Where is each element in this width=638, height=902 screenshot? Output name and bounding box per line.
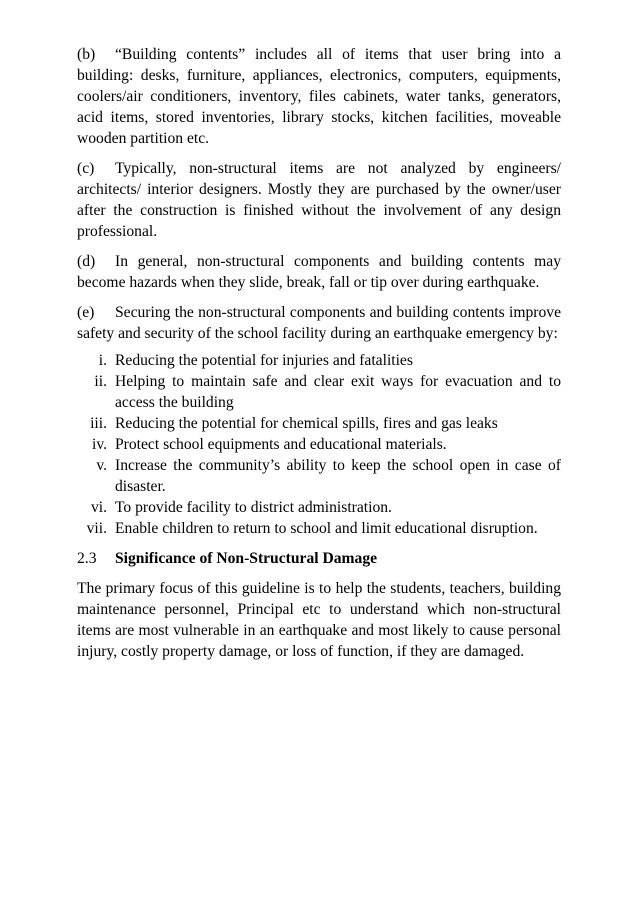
list-item-text: Helping to maintain safe and clear exit ways for evacuation and to access the building — [115, 373, 561, 411]
list-item-number: i. — [98, 352, 107, 369]
list-item-number: iii. — [90, 415, 107, 432]
paragraph-e-text: Securing the non-structural components and building contents improve safety and security of the school facility during an earthquake emergency by: — [77, 304, 561, 342]
paragraph-b-text: “Building contents” includes all of items that user bring into a building: desks, furniture, appliances, electronics, computers, equipments, coolers/air conditioners, inventory, files cabinets, water tanks, generators, acid items, stored inventories, library stocks, kitchen facilities, moveable wooden partition etc. — [77, 46, 561, 147]
list-item-text: Reducing the potential for injuries and fatalities — [115, 352, 413, 369]
section-body: The primary focus of this guideline is to help the students, teachers, building maintenance personnel, Principal etc to understand which non-structural items are most vulnerable in an earthquake and most likely to cause personal injury, costly property damage, or loss of function, if they are damaged. — [77, 580, 561, 660]
paragraph-b — [77, 44, 561, 149]
list-item-number: vi. — [90, 499, 107, 516]
list-item — [77, 518, 561, 539]
list-item — [77, 497, 561, 518]
paragraph-b-label: (b) — [77, 46, 96, 63]
list-item — [77, 350, 561, 371]
paragraph-e — [77, 302, 561, 344]
list-item — [77, 434, 561, 455]
paragraph-d-label: (d) — [77, 253, 96, 270]
list-item-text: To provide facility to district administration. — [115, 499, 392, 516]
paragraph-c-label: (c) — [77, 160, 95, 177]
paragraph-c-text: Typically, non-structural items are not analyzed by engineers/ architects/ interior designers. Mostly they are purchased by the owner/user after the construction is finished without the involvement of any design professional. — [77, 160, 561, 240]
paragraph-c — [77, 158, 561, 242]
list-item-text: Increase the community’s ability to keep the school open in case of disaster. — [115, 457, 561, 495]
list-item — [77, 455, 561, 497]
list-item — [77, 413, 561, 434]
section-heading — [77, 548, 561, 569]
section-title: Significance of Non-Structural Damage — [115, 550, 378, 567]
list-item-number: vii. — [86, 520, 107, 537]
benefits-list — [77, 350, 561, 539]
document-page — [77, 44, 561, 671]
list-item-text: Reducing the potential for chemical spills, fires and gas leaks — [115, 415, 498, 432]
section-number: 2.3 — [77, 550, 97, 567]
list-item-text: Enable children to return to school and limit educational disruption. — [115, 520, 538, 537]
paragraph-e-label: (e) — [77, 304, 95, 321]
list-item-number: v. — [96, 457, 107, 474]
list-item-text: Protect school equipments and educational materials. — [115, 436, 447, 453]
list-item-number: iv. — [91, 436, 107, 453]
list-item-number: ii. — [94, 373, 107, 390]
list-item — [77, 371, 561, 413]
paragraph-d — [77, 251, 561, 293]
paragraph-d-text: In general, non-structural components and building contents may become hazards when they slide, break, fall or tip over during earthquake. — [77, 253, 561, 291]
